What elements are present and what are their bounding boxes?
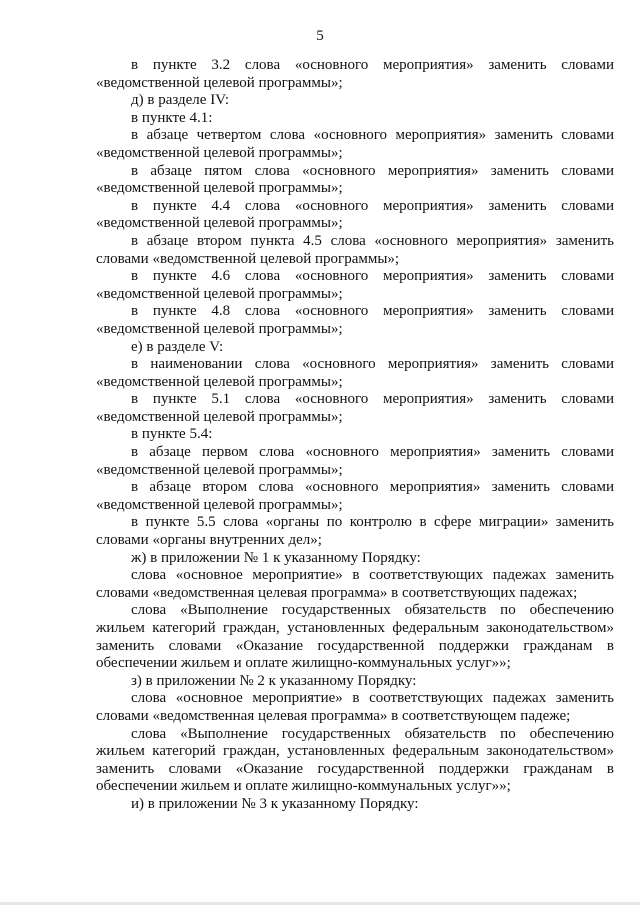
document-body	[96, 57, 614, 814]
page-number: 5	[316, 28, 324, 44]
paragraph: в абзаце втором слова «основного мероприятия» заменить словами «ведомственной целевой программы»;	[96, 479, 614, 513]
paragraph: в абзаце четвертом слова «основного мероприятия» заменить словами «ведомственной целевой программы»;	[96, 127, 614, 161]
section-heading: е) в разделе V:	[131, 338, 224, 355]
paragraph: слова «основное мероприятие» в соответствующих падежах заменить словами «ведомственная целевая программа» в соответствующих падежах;	[96, 567, 614, 601]
paragraph: в пункте 4.6 слова «основного мероприятия» заменить словами «ведомственной целевой программы»;	[96, 268, 614, 302]
section-heading: и) в приложении № 3 к указанному Порядку:	[131, 795, 419, 812]
paragraph: слова «основное мероприятие» в соответствующих падежах заменить словами «ведомственная целевая программа» в соответствующем падеже;	[96, 690, 614, 724]
paragraph: в пункте 5.5 слова «органы по контролю в сфере миграции» заменить словами «органы внутренних дел»;	[96, 514, 614, 549]
section-heading: з) в приложении № 2 к указанному Порядку:	[131, 672, 417, 689]
paragraph: в абзаце первом слова «основного мероприятия» заменить словами «ведомственной целевой программы»;	[96, 444, 614, 478]
paragraph: слова «Выполнение государственных обязательств по обеспечению жильем категорий граждан, установленных федеральным законодательством» заменить словами «Оказание государственной поддержки гражданам в обеспечении жильем и оплате жилищно-коммунальных услуг»»;	[96, 725, 614, 795]
paragraph: в пункте 4.8 слова «основного мероприятия» заменить словами «ведомственной целевой программы»;	[96, 303, 614, 337]
paragraph: в наименовании слова «основного мероприятия» заменить словами «ведомственной целевой программы»;	[96, 356, 614, 390]
paragraph: слова «Выполнение государственных обязательств по обеспечению жильем категорий граждан, установленных федеральным законодательством» заменить словами «Оказание государственной поддержки гражданам в обеспечении жильем и оплате жилищно-коммунальных услуг»»;	[96, 602, 614, 672]
paragraph: в абзаце пятом слова «основного мероприятия» заменить словами «ведомственной целевой программы»;	[96, 162, 614, 197]
paragraph: в пункте 3.2 слова «основного мероприятия» заменить словами «ведомственной целевой программы»;	[96, 57, 614, 91]
paragraph: в абзаце втором пункта 4.5 слова «основного мероприятия» заменить словами «ведомственной целевой программы»;	[96, 232, 614, 267]
section-heading: ж) в приложении № 1 к указанному Порядку:	[131, 549, 421, 566]
section-heading: д) в разделе IV:	[131, 92, 230, 109]
subsection-heading: в пункте 5.4:	[131, 426, 213, 443]
subsection-heading: в пункте 4.1:	[131, 109, 213, 126]
paragraph: в пункте 4.4 слова «основного мероприятия» заменить словами «ведомственной целевой программы»;	[96, 197, 614, 232]
paragraph: в пункте 5.1 слова «основного мероприятия» заменить словами «ведомственной целевой программы»;	[96, 391, 614, 425]
